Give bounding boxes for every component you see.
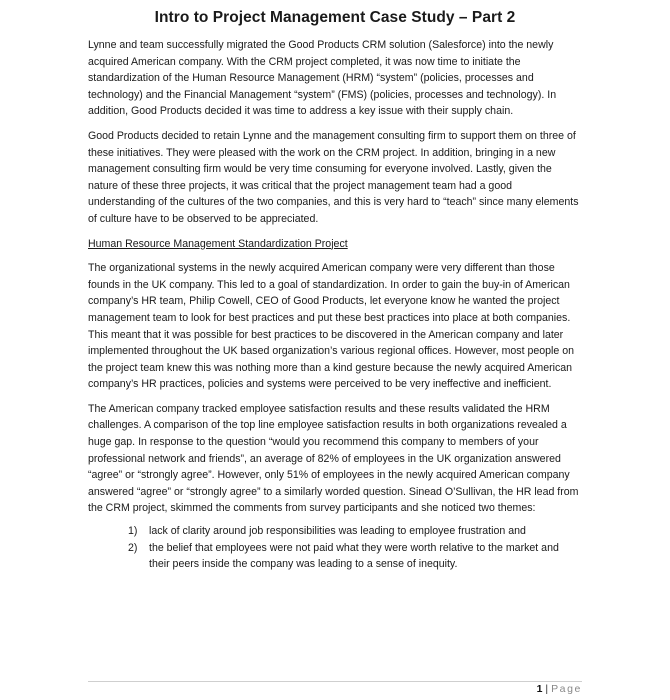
list-item-number: 2) bbox=[128, 541, 138, 554]
footer-divider bbox=[88, 681, 582, 682]
page-label: Page bbox=[551, 683, 582, 695]
page-number: 1 bbox=[536, 683, 543, 695]
hrm-paragraph-1: The organizational systems in the newly acquired American company were very different than those founds in the UK company. This led to a goal of standardization. In order to gain the buy-in of American company’s HR team, Philip Cowell, CEO of Good Products, let everyone know he wanted the project management team to look for best practices and put these best practices into place at both companies. This meant that it was possible for best practices to be discovered in the American company and later implemented throughout the UK based organization’s various regional offices. However, most people on the project team knew this was nothing more than a kind gesture because the newly acquired American company’s HR practices, policies and systems were perceived to be very ineffective and inefficient. bbox=[88, 262, 575, 391]
page-footer bbox=[537, 683, 582, 695]
list-item-number: 1) bbox=[128, 525, 138, 538]
document-body bbox=[88, 37, 582, 573]
list-item bbox=[128, 523, 582, 540]
intro-paragraph-2: Good Products decided to retain Lynne and the management consulting firm to support them on three of these initiatives. They were pleased with the work on the CRM project. In addition, bringing in a new management consulting firm would be very time consuming for everyone involved. Lastly, given the nature of these three projects, it was critical that the project management team had a good understanding of the cultures of the two companies, and this is very hard to “teach” since many elements of culture have to be observed to be appreciated. bbox=[88, 129, 579, 225]
themes-list bbox=[128, 523, 582, 573]
list-item-text: the belief that employees were not paid what they were worth relative to the market and their peers inside the company was leading to a sense of inequity. bbox=[149, 541, 559, 571]
footer-separator: | bbox=[545, 683, 549, 695]
intro-paragraph-1: Lynne and team successfully migrated the Good Products CRM solution (Salesforce) into the newly acquired American company. With the CRM project completed, it was now time to initiate the standardization of the Human Resource Management (HRM) “system” (policies, processes and technology) and the Financial Management “system” (FMS) (policies, processes and technology). In addition, Good Products decided it was time to address a key issue with their supply chain. bbox=[88, 39, 557, 118]
list-item-text: lack of clarity around job responsibilities was leading to employee frustration and bbox=[149, 525, 526, 538]
section-heading: Human Resource Management Standardization Project bbox=[88, 237, 348, 250]
list-item bbox=[128, 540, 582, 573]
hrm-paragraph-2: The American company tracked employee satisfaction results and these results validated the HRM challenges. A comparison of the top line employee satisfaction results in both organizations revealed a huge gap. In response to the question “would you recommend this company to members of your professional network and friends”, an average of 82% of employees in the UK organization answered “agree” or “strongly agree”. However, only 51% of employees in the newly acquired American company answered “agree” or “strongly agree” to a similarly worded question. Sinead O’Sullivan, the HR lead from the CRM project, skimmed the comments from survey participants and she noticed two themes: bbox=[88, 402, 579, 515]
document-title: Intro to Project Management Case Study – Part 2 bbox=[154, 9, 516, 26]
